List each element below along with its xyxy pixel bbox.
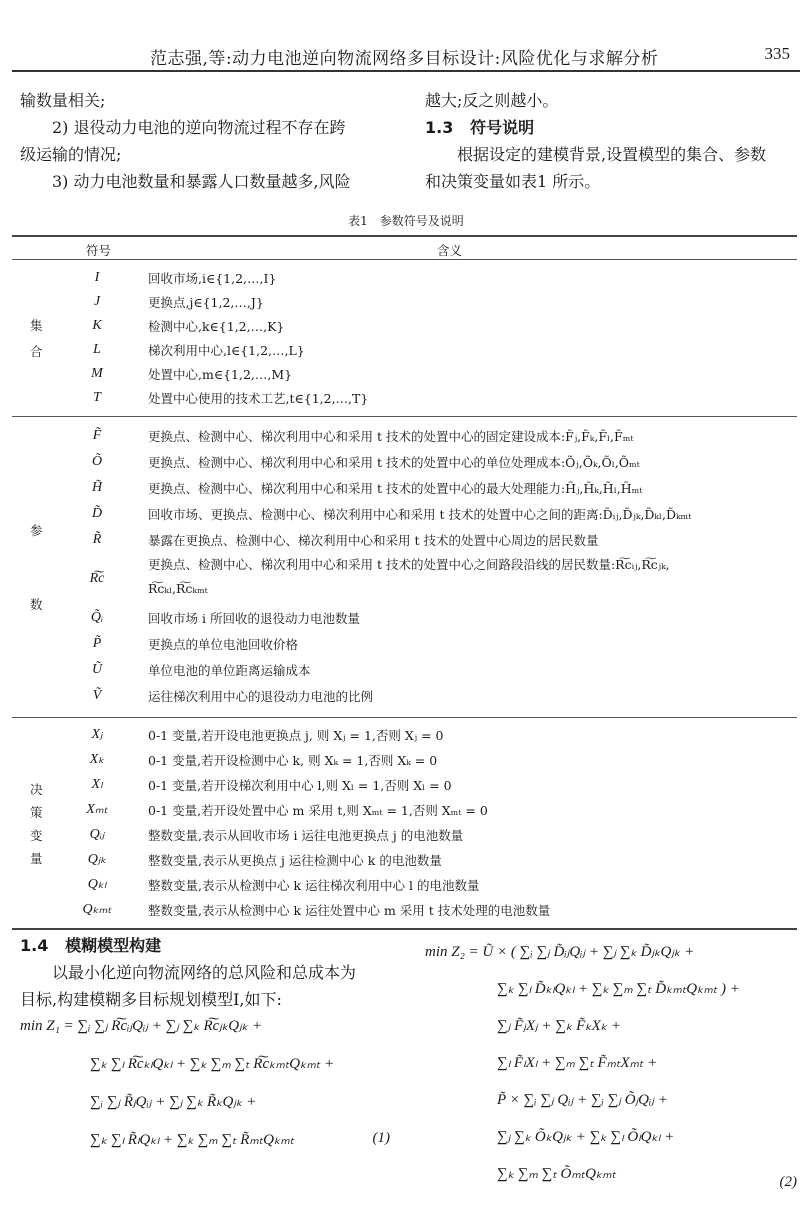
parameter-table xyxy=(12,235,797,930)
symbol-cell: Xₖ xyxy=(89,752,105,767)
table-row xyxy=(12,772,797,797)
meaning-cell: 更换点的单位电池回收价格 xyxy=(148,637,299,652)
symbol-cell: Ũ xyxy=(91,662,103,677)
table-row xyxy=(12,553,797,605)
meaning-cell: 整数变量,表示从更换点 j 运往检测中心 k 的电池数量 xyxy=(148,852,442,868)
equation-1 xyxy=(20,1016,390,1168)
symbol-cell: J xyxy=(93,294,101,309)
group-label-char: 合 xyxy=(30,344,43,359)
table-row xyxy=(12,362,797,386)
text-line: 以最小化逆向物流网络的总风险和总成本为 xyxy=(52,963,357,982)
symbol-cell: T xyxy=(93,390,101,405)
right-column-text xyxy=(425,87,766,195)
table-row xyxy=(12,338,797,362)
symbol-cell: M xyxy=(91,366,103,381)
equation-line-text: ∑ₖ ∑ₗ R̃ₗQₖₗ + ∑ₖ ∑ₘ ∑ₜ R̃ₘₜQₖₘₜ xyxy=(90,1132,295,1148)
group-label-char: 数 xyxy=(30,597,43,612)
group-label-char: 策 xyxy=(30,804,43,820)
symbol-cell: I xyxy=(94,270,100,285)
symbol-cell: Xⱼ xyxy=(91,727,103,742)
running-header-title: 范志强,等:动力电池逆向物流网络多目标设计:风险优化与求解分析 xyxy=(150,49,659,69)
symbol-cell: D̃ xyxy=(91,506,103,521)
meaning-cell: 更换点、检测中心、梯次利用中心和采用 t 技术的处置中心的单位处理成本:Õⱼ,Õₖ,Õₗ,Õₘₜ xyxy=(148,455,640,470)
table-group xyxy=(12,417,797,717)
table-row xyxy=(12,314,797,338)
symbol-cell: H̃ xyxy=(91,480,103,495)
meaning-cell: 整数变量,表示从检测中心 k 运往处置中心 m 采用 t 技术处理的电池数量 xyxy=(148,902,551,918)
meaning-cell: 梯次利用中心,l∈{1,2,…,L} xyxy=(148,343,305,358)
table-row xyxy=(12,722,797,747)
equation-line-text: ∑ₖ ∑ₘ ∑ₜ ÕₘₜQₖₘₜ xyxy=(497,1166,617,1182)
meaning-cell: 处置中心,m∈{1,2,…,M} xyxy=(148,367,293,382)
table-row xyxy=(12,797,797,822)
text-line: 目标,构建模糊多目标规划模型Ⅰ,如下: xyxy=(20,990,282,1009)
text-line: 3) 动力电池数量和暴露人口数量越多,风险 xyxy=(52,172,351,191)
meaning-cell: 处置中心使用的技术工艺,t∈{1,2,…,T} xyxy=(148,391,369,406)
page-number: 335 xyxy=(764,44,790,63)
group-label-char: 决 xyxy=(30,781,43,797)
equation-line: P̃ × ∑ᵢ ∑ⱼ Qᵢⱼ + ∑ᵢ ∑ⱼ ÕⱼQᵢⱼ + xyxy=(497,1092,668,1108)
symbol-cell: Xₘₜ xyxy=(86,802,108,817)
equation-line: ∑ᵢ ∑ⱼ R̃ⱼQᵢⱼ + ∑ⱼ ∑ₖ R̃ₖQⱼₖ + xyxy=(90,1094,257,1110)
meaning-cell: 回收市场,i∈{1,2,…,I} xyxy=(148,271,277,286)
meaning-line: R͠cₖₗ,R͠cₖₘₜ xyxy=(148,581,208,596)
meaning-cell: 更换点,j∈{1,2,…,J} xyxy=(148,295,264,310)
table-row xyxy=(12,847,797,872)
table-row xyxy=(12,449,797,475)
section-title: 符号说明 xyxy=(470,118,535,137)
equation-line xyxy=(20,1130,390,1168)
meaning-cell: 回收市场、更换点、检测中心、梯次利用中心和采用 t 技术的处置中心之间的距离:D̃ᵢⱼ,D̃ⱼₖ,D̃ₖₗ,D̃ₖₘₜ xyxy=(148,507,692,522)
left-column-text xyxy=(20,87,351,195)
text-line: 根据设定的建模背景,设置模型的集合、参数 xyxy=(457,145,767,164)
meaning-cell: 0-1 变量,若开设电池更换点 j, 则 Xⱼ = 1,否则 Xⱼ = 0 xyxy=(148,727,444,743)
symbol-cell: R͠c xyxy=(89,571,105,586)
table-row xyxy=(12,747,797,772)
meaning-cell: 更换点、检测中心、梯次利用中心和采用 t 技术的处置中心的固定建设成本:F̃ⱼ,F̃ₖ,F̃ₗ,F̃ₘₜ xyxy=(148,429,634,444)
table-row xyxy=(12,872,797,897)
equation-line: ∑ⱼ ∑ₖ ÕₖQⱼₖ + ∑ₖ ∑ₗ ÕₗQₖₗ + xyxy=(497,1129,675,1145)
table-row xyxy=(12,475,797,501)
section-1-4 xyxy=(20,932,356,1013)
text-line: 级运输的情况; xyxy=(20,145,122,164)
symbol-cell: Õ xyxy=(91,454,103,469)
equation-line: min Z₁ = ∑ᵢ ∑ⱼ R͠cᵢⱼQᵢⱼ + ∑ⱼ ∑ₖ R͠cⱼₖQⱼₖ + xyxy=(20,1018,263,1034)
meaning-cell xyxy=(148,555,670,596)
symbol-cell: Qᵢⱼ xyxy=(89,827,105,842)
table-row xyxy=(12,605,797,631)
section-heading-1-4 xyxy=(20,932,356,959)
equation-line: ∑ₗ F̃ₗXₗ + ∑ₘ ∑ₜ F̃ₘₜXₘₜ + xyxy=(497,1055,658,1071)
meaning-cell: 回收市场 i 所回收的退役动力电池数量 xyxy=(148,611,360,626)
symbol-cell: Qₖₗ xyxy=(87,877,107,892)
table-row xyxy=(12,527,797,553)
table-caption: 表1 参数符号及说明 xyxy=(348,214,464,228)
symbol-cell: K xyxy=(92,318,102,333)
table-row xyxy=(12,683,797,709)
meaning-cell: 0-1 变量,若开设检测中心 k, 则 Xₖ = 1,否则 Xₖ = 0 xyxy=(148,752,438,768)
symbol-cell: R̃ xyxy=(92,532,102,547)
group-label-char: 集 xyxy=(30,318,43,333)
group-label-char: 参 xyxy=(30,523,43,538)
meaning-cell: 单位电池的单位距离运输成本 xyxy=(148,663,311,678)
equation-line: ∑ₖ ∑ₗ D̃ₖₗQₖₗ + ∑ₖ ∑ₘ ∑ₜ D̃ₖₘₜQₖₘₜ ) + xyxy=(497,981,740,997)
equation-number: (2) xyxy=(779,1174,797,1190)
table-row xyxy=(12,657,797,683)
group-label-char: 量 xyxy=(30,850,43,866)
section-title: 模糊模型构建 xyxy=(65,936,162,955)
text-line: 越大;反之则越小。 xyxy=(425,91,559,110)
symbol-cell: Qⱼₖ xyxy=(87,852,107,867)
table-row xyxy=(12,290,797,314)
text-line: 输数量相关; xyxy=(20,91,106,110)
symbol-cell: L xyxy=(93,342,101,357)
symbol-cell: F̃ xyxy=(92,428,102,443)
equation-line: min Z₂ = Ũ × ( ∑ᵢ ∑ⱼ D̃ᵢⱼQᵢⱼ + ∑ⱼ ∑ₖ D̃ⱼₖQⱼₖ + xyxy=(425,944,695,960)
table-bottom-rule xyxy=(12,928,797,930)
symbol-cell: Xₗ xyxy=(91,777,103,792)
meaning-cell: 整数变量,表示从检测中心 k 运往梯次利用中心 l 的电池数量 xyxy=(148,877,480,893)
meaning-cell: 整数变量,表示从回收市场 i 运往电池更换点 j 的电池数量 xyxy=(148,827,464,843)
table-group xyxy=(12,718,797,928)
equation-number: (1) xyxy=(372,1130,390,1146)
symbol-cell: Qₖₘₜ xyxy=(82,902,112,917)
section-number: 1.4 xyxy=(20,936,49,955)
meaning-cell: 更换点、检测中心、梯次利用中心和采用 t 技术的处置中心的最大处理能力:H̃ⱼ,H̃ₖ,H̃ₗ,H̃ₘₜ xyxy=(148,481,643,496)
equation-line xyxy=(425,1164,797,1201)
meaning-cell: 检测中心,k∈{1,2,…,K} xyxy=(148,319,285,334)
symbol-cell: Q̃ᵢ xyxy=(90,610,104,625)
table-row xyxy=(12,631,797,657)
section-number: 1.3 xyxy=(425,118,454,137)
equation-line: ∑ₖ ∑ₗ R͠cₖₗQₖₗ + ∑ₖ ∑ₘ ∑ₜ R͠cₖₘₜQₖₘₜ + xyxy=(90,1056,335,1072)
meaning-line: 更换点、检测中心、梯次利用中心和采用 t 技术的处置中心之间路段沿线的居民数量:R͠cᵢⱼ,R͠cⱼₖ, xyxy=(148,557,670,572)
column-header-symbol: 符号 xyxy=(86,243,112,258)
table-row xyxy=(12,386,797,410)
meaning-cell: 运往梯次利用中心的退役动力电池的比例 xyxy=(148,689,374,704)
meaning-cell: 0-1 变量,若开设处置中心 m 采用 t,则 Xₘₜ = 1,否则 Xₘₜ = 0 xyxy=(148,802,488,818)
group-label-char: 变 xyxy=(30,827,43,843)
equation-line: ∑ⱼ F̃ⱼXⱼ + ∑ₖ F̃ₖXₖ + xyxy=(497,1018,622,1034)
equation-2 xyxy=(425,942,797,1201)
meaning-cell: 暴露在更换点、检测中心、梯次利用中心和采用 t 技术的处置中心周边的居民数量 xyxy=(148,533,599,548)
table-row xyxy=(12,266,797,290)
symbol-cell: P̃ xyxy=(92,636,102,651)
table-group xyxy=(12,260,797,416)
header-rule xyxy=(12,70,800,72)
table-row xyxy=(12,423,797,449)
text-line: 2) 退役动力电池的逆向物流过程不存在跨 xyxy=(52,118,346,137)
meaning-cell: 0-1 变量,若开设梯次利用中心 l,则 Xₗ = 1,否则 Xₗ = 0 xyxy=(148,777,452,793)
symbol-cell: Ṽ xyxy=(92,688,102,703)
section-heading-1-3 xyxy=(425,114,766,141)
table-row xyxy=(12,897,797,922)
text-line: 和决策变量如表1 所示。 xyxy=(425,172,601,191)
column-header-meaning: 含义 xyxy=(437,243,463,258)
running-header xyxy=(0,44,812,70)
table-header-row xyxy=(12,237,797,259)
table-row xyxy=(12,822,797,847)
table-row xyxy=(12,501,797,527)
